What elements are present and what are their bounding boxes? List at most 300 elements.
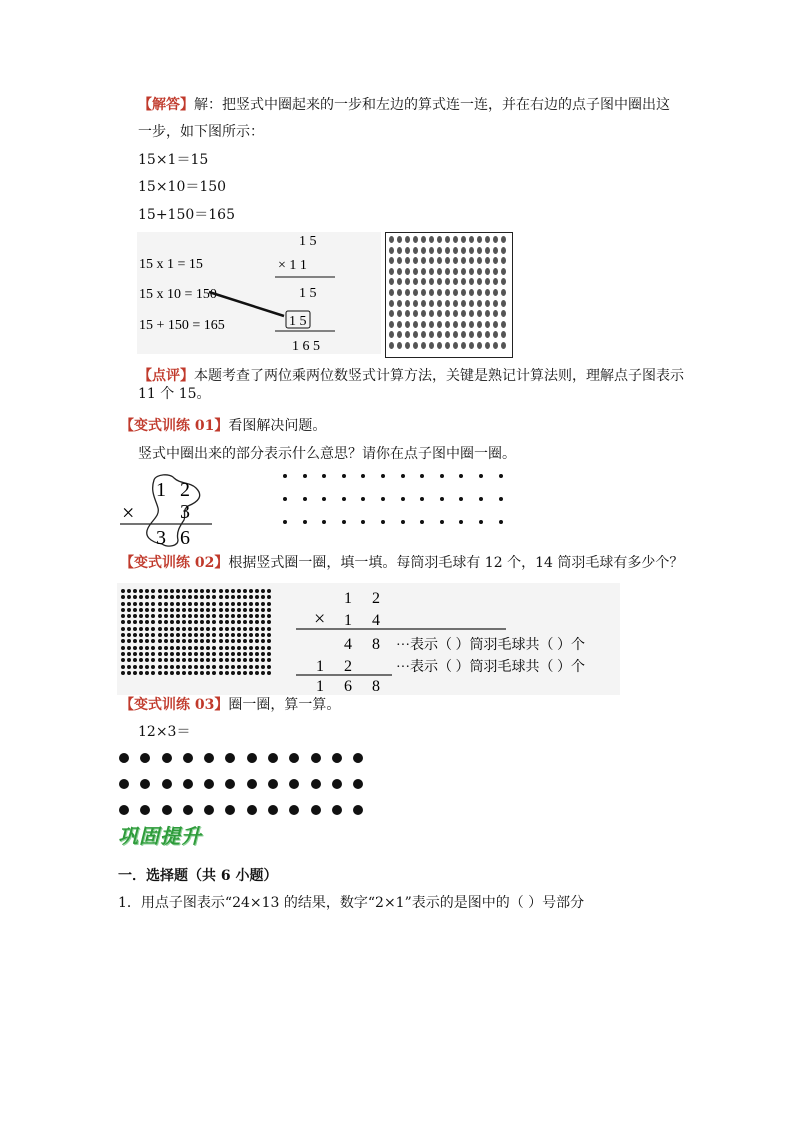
dot bbox=[164, 595, 168, 599]
dot bbox=[469, 268, 474, 275]
dot bbox=[158, 665, 162, 669]
dot bbox=[461, 331, 466, 338]
dot bbox=[188, 589, 192, 593]
dot bbox=[243, 646, 247, 650]
dot bbox=[188, 652, 192, 656]
dot bbox=[420, 497, 424, 501]
dot bbox=[479, 474, 483, 478]
dot bbox=[243, 627, 247, 631]
dot bbox=[342, 474, 346, 478]
ex2-vertical-svg bbox=[292, 583, 620, 695]
dot bbox=[200, 614, 204, 618]
dot bbox=[243, 633, 247, 637]
dot bbox=[381, 520, 385, 524]
dot bbox=[477, 321, 482, 328]
ex2-mul-sign: × bbox=[314, 608, 326, 630]
answer-tag: 【解答】 bbox=[138, 97, 194, 113]
ex2-note-1: ···表示（ ）筒羽毛球共（ ）个 bbox=[396, 638, 585, 653]
dot bbox=[158, 658, 162, 662]
dot bbox=[499, 520, 503, 524]
dot bbox=[182, 671, 186, 675]
ex3-eq: 12×3＝ bbox=[138, 724, 191, 740]
dot bbox=[231, 620, 235, 624]
dot bbox=[445, 321, 450, 328]
dot bbox=[429, 300, 434, 307]
dot bbox=[267, 589, 271, 593]
dot bbox=[255, 652, 259, 656]
dot bbox=[158, 652, 162, 656]
dot bbox=[485, 268, 490, 275]
dot bbox=[440, 474, 444, 478]
dot bbox=[421, 342, 426, 349]
answer-eq-3: 15+150＝165 bbox=[138, 207, 235, 223]
dot bbox=[140, 779, 150, 789]
answer-text-2: 一步，如下图所示： bbox=[138, 124, 264, 140]
dot bbox=[267, 633, 271, 637]
dot bbox=[479, 497, 483, 501]
dot bbox=[206, 658, 210, 662]
dot bbox=[206, 620, 210, 624]
answer-figure bbox=[137, 232, 381, 354]
dot bbox=[183, 753, 193, 763]
dot bbox=[219, 633, 223, 637]
dot bbox=[469, 247, 474, 254]
dot bbox=[469, 321, 474, 328]
dot bbox=[182, 602, 186, 606]
dot bbox=[139, 639, 143, 643]
dot bbox=[145, 589, 149, 593]
dot bbox=[145, 633, 149, 637]
dot bbox=[170, 652, 174, 656]
dot bbox=[231, 658, 235, 662]
dot bbox=[212, 665, 216, 669]
ex2-res-1: 1 bbox=[316, 678, 324, 695]
dot bbox=[164, 646, 168, 650]
dot bbox=[127, 589, 131, 593]
dot bbox=[225, 602, 229, 606]
dot bbox=[249, 595, 253, 599]
dot bbox=[469, 278, 474, 285]
answer-figure-svg bbox=[137, 232, 381, 354]
ex1-top-1: 1 bbox=[156, 479, 166, 501]
dot bbox=[405, 247, 410, 254]
dot bbox=[127, 608, 131, 612]
dot bbox=[261, 595, 265, 599]
dot bbox=[401, 497, 405, 501]
dot bbox=[121, 658, 125, 662]
dot bbox=[493, 342, 498, 349]
dot bbox=[225, 652, 229, 656]
dot bbox=[188, 658, 192, 662]
ex2-p2-2: 2 bbox=[344, 658, 352, 675]
dot bbox=[461, 342, 466, 349]
dot bbox=[145, 652, 149, 656]
dot bbox=[261, 671, 265, 675]
dot bbox=[127, 646, 131, 650]
dot bbox=[249, 652, 253, 656]
dot bbox=[255, 620, 259, 624]
dot bbox=[206, 665, 210, 669]
dot bbox=[151, 589, 155, 593]
dot bbox=[389, 268, 394, 275]
dot bbox=[501, 278, 506, 285]
dot bbox=[237, 614, 241, 618]
dot bbox=[477, 342, 482, 349]
dot bbox=[397, 278, 402, 285]
dot bbox=[219, 652, 223, 656]
dot bbox=[151, 602, 155, 606]
dot bbox=[413, 289, 418, 296]
dot bbox=[212, 602, 216, 606]
dot bbox=[413, 268, 418, 275]
dot bbox=[255, 602, 259, 606]
dot bbox=[353, 753, 363, 763]
dot bbox=[225, 595, 229, 599]
dot bbox=[445, 289, 450, 296]
dot bbox=[401, 474, 405, 478]
dot bbox=[243, 589, 247, 593]
comment-line-1 bbox=[138, 366, 684, 386]
dot bbox=[119, 805, 129, 815]
dot bbox=[225, 614, 229, 618]
dot bbox=[182, 608, 186, 612]
ex2-top-1: 1 bbox=[344, 590, 352, 607]
ex2-line bbox=[120, 553, 683, 573]
dot bbox=[268, 779, 278, 789]
dot bbox=[182, 620, 186, 624]
dot bbox=[445, 257, 450, 264]
dot bbox=[158, 646, 162, 650]
dot bbox=[437, 236, 442, 243]
dot bbox=[405, 289, 410, 296]
dot bbox=[133, 633, 137, 637]
dot bbox=[127, 602, 131, 606]
dot bbox=[461, 278, 466, 285]
dot bbox=[133, 620, 137, 624]
dot bbox=[445, 300, 450, 307]
dot bbox=[485, 300, 490, 307]
dot bbox=[421, 278, 426, 285]
dot bbox=[381, 497, 385, 501]
dot bbox=[139, 646, 143, 650]
dot bbox=[212, 595, 216, 599]
dot bbox=[405, 257, 410, 264]
dot bbox=[164, 620, 168, 624]
dot bbox=[485, 289, 490, 296]
dot bbox=[501, 257, 506, 264]
dot bbox=[231, 639, 235, 643]
dot bbox=[231, 595, 235, 599]
dot bbox=[237, 595, 241, 599]
dot bbox=[249, 658, 253, 662]
dot bbox=[493, 268, 498, 275]
dot bbox=[461, 257, 466, 264]
dot bbox=[267, 620, 271, 624]
dot bbox=[249, 633, 253, 637]
dot bbox=[469, 342, 474, 349]
dot bbox=[176, 658, 180, 662]
dot bbox=[170, 614, 174, 618]
dot bbox=[397, 247, 402, 254]
dot bbox=[389, 289, 394, 296]
dot bbox=[219, 658, 223, 662]
dot bbox=[127, 595, 131, 599]
dot bbox=[119, 779, 129, 789]
dot bbox=[453, 236, 458, 243]
ex1-title: 看图解决问题。 bbox=[228, 418, 327, 434]
dot bbox=[188, 620, 192, 624]
dot bbox=[127, 658, 131, 662]
dot bbox=[477, 310, 482, 317]
dot bbox=[176, 665, 180, 669]
dot bbox=[133, 602, 137, 606]
dot bbox=[194, 665, 198, 669]
dot bbox=[429, 278, 434, 285]
dot bbox=[437, 331, 442, 338]
dot bbox=[194, 614, 198, 618]
dot bbox=[501, 331, 506, 338]
dot bbox=[225, 805, 235, 815]
dot bbox=[200, 658, 204, 662]
dot bbox=[231, 671, 235, 675]
dot bbox=[261, 620, 265, 624]
dot bbox=[170, 665, 174, 669]
dot bbox=[212, 671, 216, 675]
dot bbox=[485, 236, 490, 243]
dot bbox=[255, 595, 259, 599]
dot bbox=[461, 268, 466, 275]
dot bbox=[212, 633, 216, 637]
dot bbox=[461, 247, 466, 254]
dot bbox=[176, 646, 180, 650]
dot bbox=[127, 627, 131, 631]
ex1-mul: 3 bbox=[180, 501, 190, 523]
dot bbox=[243, 620, 247, 624]
dot bbox=[249, 589, 253, 593]
comment-text-1: 本题考查了两位乘两位数竖式计算方法，关键是熟记计算法则，理解点子图表示 bbox=[194, 368, 684, 384]
dot bbox=[437, 342, 442, 349]
dot bbox=[133, 614, 137, 618]
ex1-res-2: 6 bbox=[180, 527, 190, 549]
dot bbox=[194, 658, 198, 662]
dot bbox=[133, 665, 137, 669]
ex2-mul-1: 1 bbox=[344, 612, 352, 629]
dot bbox=[413, 257, 418, 264]
dot bbox=[133, 652, 137, 656]
dot bbox=[164, 639, 168, 643]
dot bbox=[219, 639, 223, 643]
dot bbox=[133, 646, 137, 650]
dot bbox=[389, 257, 394, 264]
dot bbox=[212, 652, 216, 656]
dot bbox=[501, 268, 506, 275]
dot bbox=[200, 620, 204, 624]
dot bbox=[421, 310, 426, 317]
dot bbox=[231, 665, 235, 669]
dot bbox=[133, 658, 137, 662]
dot bbox=[267, 646, 271, 650]
dot bbox=[170, 646, 174, 650]
ex2-figure bbox=[117, 583, 620, 695]
comment-text-2: 11 个 15。 bbox=[138, 386, 211, 402]
dot bbox=[212, 614, 216, 618]
left-eq-3: 15 + 150 = 165 bbox=[139, 318, 225, 333]
dot bbox=[225, 627, 229, 631]
dot bbox=[121, 639, 125, 643]
dot bbox=[219, 627, 223, 631]
dot bbox=[212, 646, 216, 650]
dot bbox=[139, 671, 143, 675]
dot bbox=[182, 658, 186, 662]
dot bbox=[493, 310, 498, 317]
dot bbox=[158, 671, 162, 675]
dot bbox=[289, 805, 299, 815]
dot bbox=[413, 278, 418, 285]
dot bbox=[121, 602, 125, 606]
dot bbox=[429, 331, 434, 338]
dot bbox=[237, 665, 241, 669]
dot bbox=[437, 257, 442, 264]
dot bbox=[206, 627, 210, 631]
ex2-top-2: 2 bbox=[372, 590, 380, 607]
dot bbox=[437, 321, 442, 328]
dot bbox=[188, 633, 192, 637]
dot bbox=[162, 753, 172, 763]
dot bbox=[139, 665, 143, 669]
dot bbox=[249, 614, 253, 618]
dot bbox=[243, 608, 247, 612]
dot bbox=[429, 321, 434, 328]
dot bbox=[453, 278, 458, 285]
dot bbox=[151, 639, 155, 643]
dot bbox=[140, 753, 150, 763]
dot bbox=[176, 633, 180, 637]
dot bbox=[243, 658, 247, 662]
dot bbox=[200, 652, 204, 656]
dot bbox=[453, 257, 458, 264]
ex2-p1-2: 8 bbox=[372, 636, 380, 653]
dot bbox=[469, 236, 474, 243]
dot bbox=[389, 278, 394, 285]
dot bbox=[469, 257, 474, 264]
dot bbox=[145, 620, 149, 624]
answer-dot-grid-frame bbox=[385, 232, 513, 358]
dot bbox=[162, 779, 172, 789]
dot bbox=[206, 614, 210, 618]
vert-result: 1 6 5 bbox=[292, 339, 320, 354]
dot bbox=[249, 639, 253, 643]
dot bbox=[477, 247, 482, 254]
dot bbox=[151, 671, 155, 675]
dot bbox=[445, 310, 450, 317]
dot bbox=[176, 671, 180, 675]
dot bbox=[145, 627, 149, 631]
dot bbox=[145, 671, 149, 675]
dot bbox=[176, 595, 180, 599]
dot bbox=[231, 589, 235, 593]
dot bbox=[145, 639, 149, 643]
dot bbox=[413, 331, 418, 338]
dot bbox=[485, 247, 490, 254]
dot bbox=[493, 278, 498, 285]
dot bbox=[188, 595, 192, 599]
dot bbox=[255, 608, 259, 612]
dot bbox=[176, 602, 180, 606]
dot bbox=[249, 646, 253, 650]
dot bbox=[397, 321, 402, 328]
dot bbox=[145, 658, 149, 662]
dot bbox=[127, 652, 131, 656]
dot bbox=[219, 602, 223, 606]
dot bbox=[237, 627, 241, 631]
dot bbox=[389, 331, 394, 338]
dot bbox=[139, 652, 143, 656]
dot bbox=[139, 633, 143, 637]
dot bbox=[267, 602, 271, 606]
dot bbox=[200, 595, 204, 599]
answer-line-1 bbox=[138, 95, 670, 115]
dot bbox=[405, 300, 410, 307]
dot bbox=[413, 247, 418, 254]
dot bbox=[219, 665, 223, 669]
dot bbox=[413, 236, 418, 243]
dot bbox=[225, 639, 229, 643]
dot bbox=[421, 236, 426, 243]
dot bbox=[499, 497, 503, 501]
dot bbox=[405, 321, 410, 328]
dot bbox=[121, 671, 125, 675]
dot bbox=[255, 639, 259, 643]
dot bbox=[453, 342, 458, 349]
dot bbox=[445, 268, 450, 275]
dot bbox=[200, 589, 204, 593]
dot bbox=[501, 321, 506, 328]
dot bbox=[162, 805, 172, 815]
dot bbox=[219, 646, 223, 650]
dot bbox=[127, 620, 131, 624]
dot bbox=[182, 639, 186, 643]
dot bbox=[145, 614, 149, 618]
dot bbox=[453, 310, 458, 317]
dot bbox=[176, 614, 180, 618]
dot bbox=[182, 589, 186, 593]
dot bbox=[247, 753, 257, 763]
dot bbox=[212, 608, 216, 612]
dot bbox=[139, 627, 143, 631]
dot bbox=[139, 620, 143, 624]
dot bbox=[243, 665, 247, 669]
dot bbox=[127, 639, 131, 643]
dot bbox=[255, 627, 259, 631]
ex2-p2-1: 1 bbox=[316, 658, 324, 675]
dot bbox=[133, 608, 137, 612]
dot bbox=[421, 247, 426, 254]
dot bbox=[289, 753, 299, 763]
vert-mul: × 1 1 bbox=[278, 258, 307, 273]
dot bbox=[255, 671, 259, 675]
dot bbox=[200, 608, 204, 612]
dot bbox=[225, 665, 229, 669]
dot bbox=[206, 633, 210, 637]
dot bbox=[342, 520, 346, 524]
dot bbox=[445, 236, 450, 243]
dot bbox=[413, 342, 418, 349]
dot bbox=[182, 665, 186, 669]
dot bbox=[194, 608, 198, 612]
dot bbox=[361, 520, 365, 524]
dot bbox=[188, 602, 192, 606]
dot bbox=[332, 805, 342, 815]
